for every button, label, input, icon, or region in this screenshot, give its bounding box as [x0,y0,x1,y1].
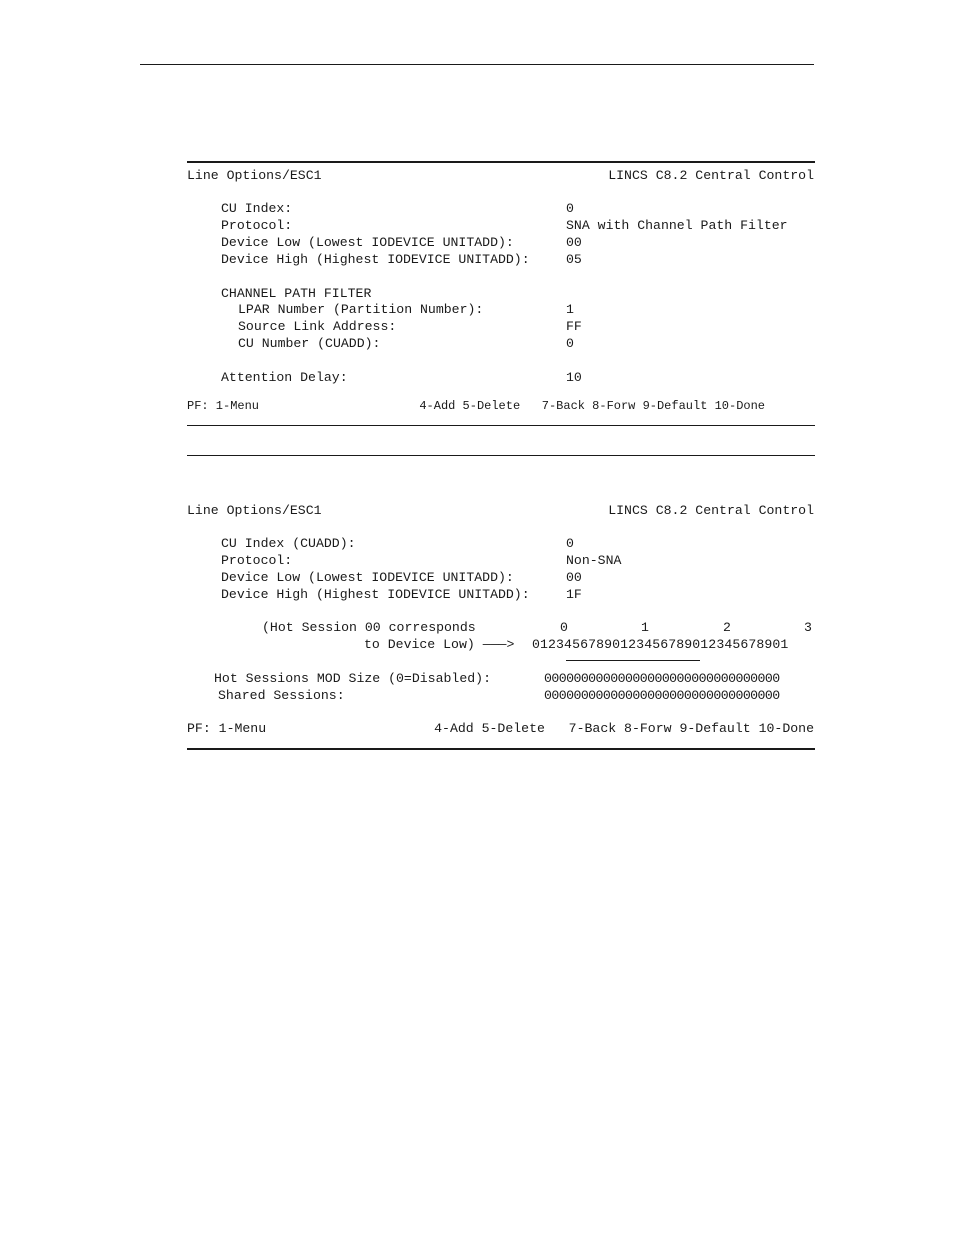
screen-2-title-left: Line Options/ESC1 [187,503,322,518]
protocol-label: Protocol: [221,553,293,568]
cu-index-value[interactable]: 0 [566,201,574,216]
screen-2-pf-menu[interactable]: PF: 1-Menu [187,721,267,736]
device-low-label: Device Low (Lowest IODEVICE UNITADD): [221,570,514,585]
screen-2-title-right: LINCS C8.2 Central Control [608,503,814,518]
protocol-label: Protocol: [221,218,293,233]
device-high-value[interactable]: 1F [566,587,582,602]
page-header-rule [140,64,814,65]
shared-sessions-label: Shared Sessions: [218,688,345,703]
device-low-value[interactable]: 00 [566,570,582,585]
device-high-label: Device High (Highest IODEVICE UNITADD): [221,252,530,267]
cu-number-label: CU Number (CUADD): [238,336,381,351]
screen-1-bottom-rule [187,425,815,426]
tens-digit-0: 0 [560,620,568,635]
hot-session-note-line-2: to Device Low) ———> [364,637,515,652]
screen-1-pf-menu[interactable]: PF: 1-Menu [187,399,260,413]
hot-session-note-line-1: (Hot Session 00 corresponds [262,620,476,635]
attention-delay-label: Attention Delay: [221,370,348,385]
channel-path-filter-header: CHANNEL PATH FILTER [221,286,372,301]
protocol-value[interactable]: SNA with Channel Path Filter [566,218,788,233]
cu-index-label: CU Index: [221,201,293,216]
device-low-value[interactable]: 00 [566,235,582,250]
screen-1-title-left: Line Options/ESC1 [187,168,322,183]
protocol-value[interactable]: Non-SNA [566,553,622,568]
session-units-digits: 01234567890123456789012345678901 [532,637,789,652]
device-high-label: Device High (Highest IODEVICE UNITADD): [221,587,530,602]
screen-1-pf-keys[interactable]: 4-Add 5-Delete 7-Back 8-Forw 9-Default 10-Done [419,399,765,413]
cu-index-cuadd-label: CU Index (CUADD): [221,536,356,551]
tens-digit-1: 1 [641,620,649,635]
source-link-address-label: Source Link Address: [238,319,397,334]
tens-digit-2: 2 [723,620,731,635]
hot-sessions-mod-size-value[interactable]: 00000000000000000000000000000000 [544,671,780,686]
screen-2-pf-keys[interactable]: 4-Add 5-Delete 7-Back 8-Forw 9-Default 10-Done [434,721,814,736]
device-high-value[interactable]: 05 [566,252,582,267]
source-link-address-value[interactable]: FF [566,319,582,334]
cu-number-value[interactable]: 0 [566,336,574,351]
shared-sessions-value[interactable]: 00000000000000000000000000000000 [544,688,780,703]
lpar-number-label: LPAR Number (Partition Number): [238,302,484,317]
lpar-number-value[interactable]: 1 [566,302,574,317]
screen-1-top-rule [187,161,815,163]
screen-2-bottom-rule [187,748,815,750]
session-digit-underline [566,660,700,661]
cu-index-cuadd-value[interactable]: 0 [566,536,574,551]
tens-digit-3: 3 [804,620,812,635]
attention-delay-value[interactable]: 10 [566,370,582,385]
screen-2-top-rule [187,455,815,456]
screen-1-title-right: LINCS C8.2 Central Control [608,168,814,183]
device-low-label: Device Low (Lowest IODEVICE UNITADD): [221,235,514,250]
hot-sessions-mod-size-label: Hot Sessions MOD Size (0=Disabled): [214,671,491,686]
